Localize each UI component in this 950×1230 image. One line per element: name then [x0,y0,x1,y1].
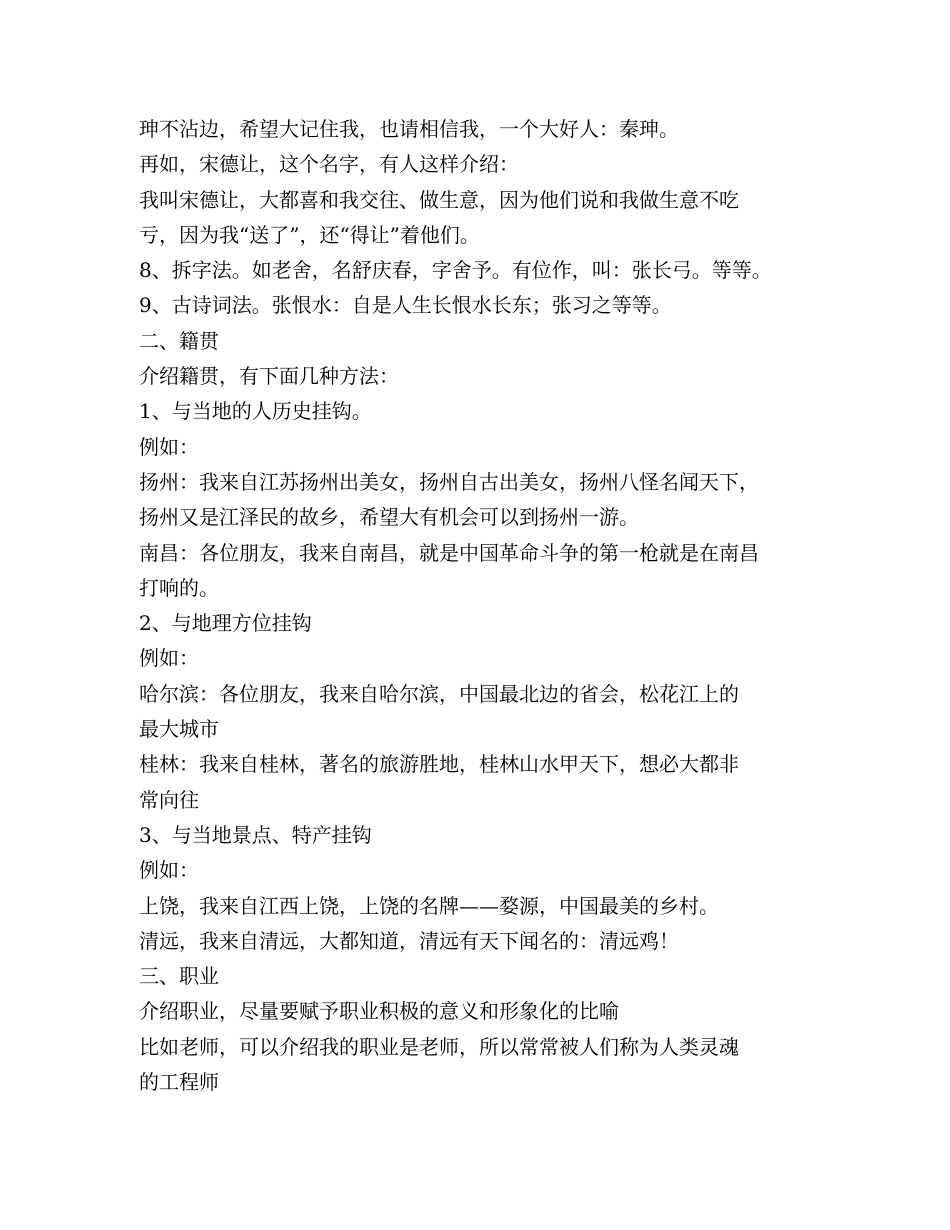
section-heading: 二、籍贯 [139,328,219,353]
text-line: 9、古诗词法。张恨水：自是人生长恨水长东；张习之等等。 [139,293,672,318]
text-line: 8、拆字法。如老舍，名舒庆春，字舍予。有位作，叫：张长弓。等等。 [139,258,772,283]
text-line: 清远，我来自清远，大都知道，清远有天下闻名的：清远鸡！ [139,928,679,953]
text-line: 哈尔滨：各位朋友，我来自哈尔滨，中国最北边的省会，松花江上的 [139,681,739,706]
text-line: 打响的。 [139,575,219,600]
text-line: 我叫宋德让，大都喜和我交往、做生意，因为他们说和我做生意不吃 [139,187,739,212]
text-line: 珅不沾边，希望大记住我，也请相信我，一个大好人：秦珅。 [139,117,679,141]
text-line: 例如： [139,858,199,883]
text-line: 常向往 [139,787,199,812]
text-line: 比如老师，可以介绍我的职业是老师，所以常常被人们称为人类灵魂 [139,1034,739,1059]
text-line: 扬州：我来自江苏扬州出美女，扬州自古出美女，扬州八怪名闻天下， [139,469,759,494]
text-line: 扬州又是江泽民的故乡，希望大有机会可以到扬州一游。 [139,505,639,530]
text-line: 介绍籍贯，有下面几种方法： [139,364,399,389]
text-line: 3、与当地景点、特产挂钩 [139,822,372,847]
text-line: 1、与当地的人历史挂钩。 [139,399,372,424]
text-line: 亏，因为我“送了”，还“得让”着他们。 [139,222,480,247]
text-line: 桂林：我来自桂林，著名的旅游胜地，桂林山水甲天下，想必大都非 [139,752,739,777]
text-line: 例如： [139,646,199,671]
text-line: 2、与地理方位挂钩 [139,611,312,636]
text-line: 南昌：各位朋友，我来自南昌，就是中国革命斗争的第一枪就是在南昌 [139,540,759,565]
text-line: 的工程师 [139,1070,219,1095]
text-line: 再如，宋德让，这个名字，有人这样介绍： [139,152,519,177]
text-line: 上饶，我来自江西上饶，上饶的名牌——婺源，中国最美的乡村。 [139,893,719,918]
document-body [139,112,839,1100]
text-line: 例如： [139,434,199,459]
text-line: 介绍职业，尽量要赋予职业积极的意义和形象化的比喻 [139,999,619,1024]
text-line: 最大城市 [139,717,219,742]
section-heading: 三、职业 [139,964,219,989]
